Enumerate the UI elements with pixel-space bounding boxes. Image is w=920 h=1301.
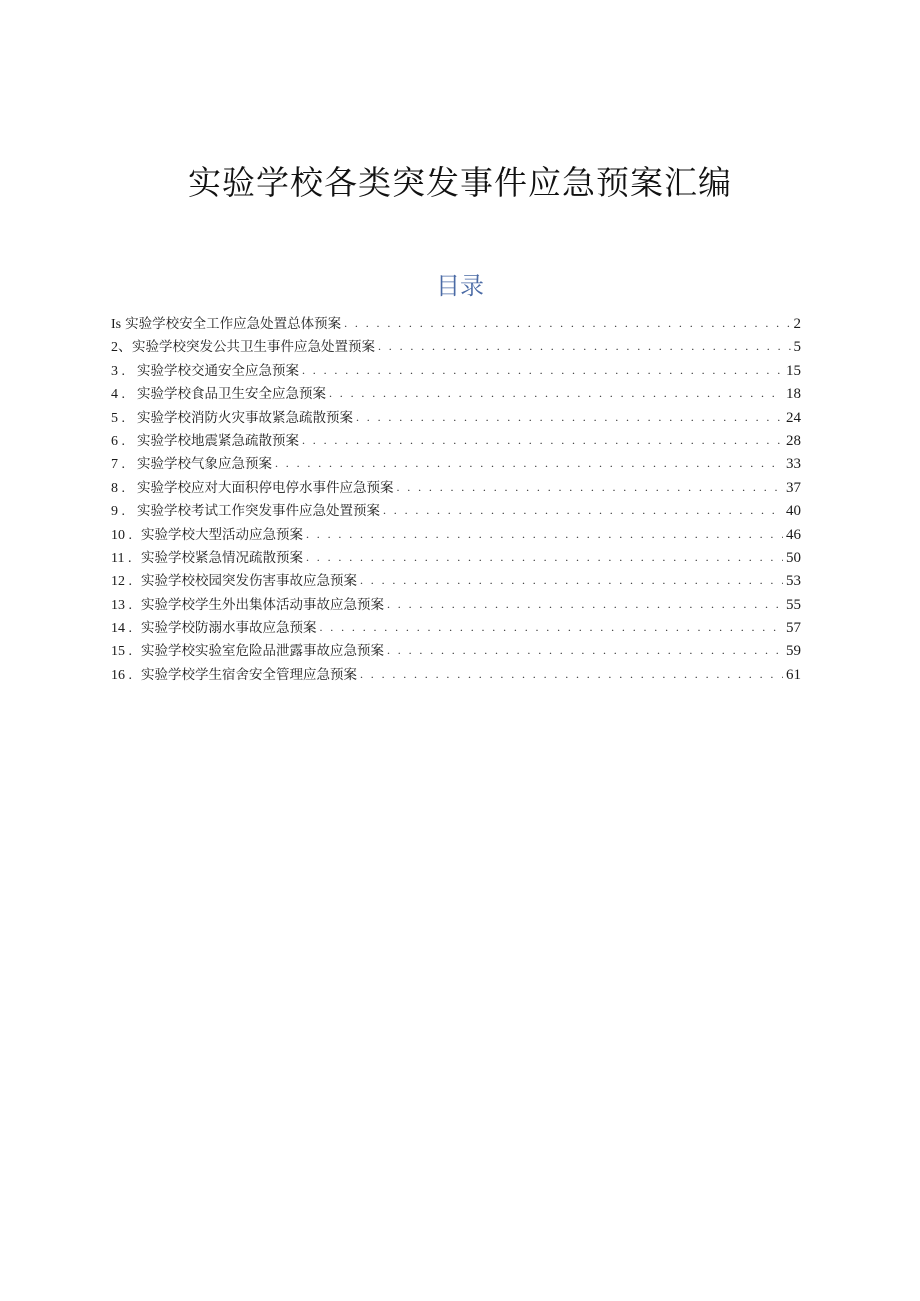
toc-entry-page-number: 5 <box>793 339 801 356</box>
toc-entry-number: Is <box>111 317 122 332</box>
toc-entry[interactable] <box>111 500 801 523</box>
toc-entry-page-number: 15 <box>786 362 801 379</box>
toc-entry-number: 12 . <box>111 574 132 590</box>
toc-heading: 目录 <box>436 272 484 300</box>
toc-entry-page-number: 59 <box>786 643 801 660</box>
toc-leader-dots <box>378 335 791 358</box>
toc-entry-title: 实验学校气象应急预案 <box>137 456 272 473</box>
toc-entry[interactable] <box>111 640 801 663</box>
toc-entry-number: 8 . <box>111 480 125 496</box>
table-of-contents <box>111 313 801 687</box>
toc-entry-title: 实验学校大型活动应急预案 <box>141 526 303 543</box>
toc-leader-dots <box>275 452 783 475</box>
toc-leader-dots <box>344 312 790 335</box>
toc-leader-dots <box>397 476 784 499</box>
toc-entry[interactable] <box>111 570 801 593</box>
toc-leader-dots <box>387 593 783 616</box>
toc-entry-number: 16 . <box>111 667 132 683</box>
toc-leader-dots <box>302 429 783 452</box>
document-title: 实验学校各类突发事件应急预案汇编 <box>188 163 732 202</box>
toc-leader-dots <box>387 639 783 662</box>
toc-entry-title: 实验学校学生外出集体活动事故应急预案 <box>141 596 384 613</box>
toc-entry-number: 13 . <box>111 597 132 613</box>
toc-entry-title: 实验学校应对大面积停电停水事件应急预案 <box>137 479 394 496</box>
toc-entry[interactable] <box>111 477 801 500</box>
toc-entry-number: 11 . <box>111 550 132 566</box>
toc-entry-number: 6 . <box>111 433 125 449</box>
toc-entry-number: 9 . <box>111 504 125 520</box>
toc-entry-title: 实验学校安全工作应急处置总体预案 <box>125 316 342 332</box>
toc-entry-page-number: 50 <box>786 549 801 566</box>
toc-entry[interactable] <box>111 664 801 687</box>
toc-leader-dots <box>320 616 784 639</box>
toc-entry-title: 实验学校防溺水事故应急预案 <box>141 620 317 637</box>
toc-leader-dots <box>383 499 783 522</box>
toc-entry[interactable] <box>111 430 801 453</box>
toc-entry[interactable] <box>111 547 801 570</box>
toc-entry-title: 实验学校实验室危险品泄露事故应急预案 <box>141 643 384 660</box>
toc-entry-page-number: 18 <box>786 386 801 403</box>
toc-entry-title: 实验学校紧急情况疏散预案 <box>141 549 303 566</box>
toc-leader-dots <box>306 523 783 546</box>
toc-entry-page-number: 40 <box>786 503 801 520</box>
toc-leader-dots <box>356 406 783 429</box>
toc-entry-title: 实验学校考试工作突发事件应急处置预案 <box>137 503 380 520</box>
toc-entry-page-number: 2 <box>793 316 801 332</box>
toc-entry-number: 3 . <box>111 363 125 379</box>
toc-entry[interactable] <box>111 617 801 640</box>
toc-entry-page-number: 55 <box>786 596 801 613</box>
toc-entry-page-number: 33 <box>786 456 801 473</box>
toc-entry-number: 5 . <box>111 410 125 426</box>
toc-entry[interactable] <box>111 383 801 406</box>
toc-entry-title: 实验学校地震紧急疏散预案 <box>137 432 299 449</box>
toc-entry[interactable] <box>111 594 801 617</box>
toc-entry-title: 实验学校突发公共卫生事件应急处置预案 <box>132 339 375 356</box>
toc-entry[interactable] <box>111 453 801 476</box>
toc-entry-number: 10 . <box>111 527 132 543</box>
toc-entry-page-number: 28 <box>786 432 801 449</box>
toc-entry-title: 实验学校食品卫生安全应急预案 <box>137 386 326 403</box>
toc-entry-number: 15 . <box>111 644 132 660</box>
toc-entry[interactable] <box>111 407 801 430</box>
toc-entry-page-number: 61 <box>786 666 801 683</box>
toc-entry[interactable] <box>111 336 801 359</box>
toc-entry-number: 2、 <box>111 340 132 356</box>
toc-leader-dots <box>360 569 783 592</box>
toc-entry-number: 4 . <box>111 387 125 403</box>
toc-entry-page-number: 37 <box>786 479 801 496</box>
toc-leader-dots <box>360 663 783 686</box>
toc-entry-page-number: 46 <box>786 526 801 543</box>
toc-entry[interactable] <box>111 313 801 336</box>
toc-entry-title: 实验学校交通安全应急预案 <box>137 362 299 379</box>
toc-entry-title: 实验学校消防火灾事故紧急疏散预案 <box>137 409 353 426</box>
toc-entry[interactable] <box>111 360 801 383</box>
toc-entry-title: 实验学校学生宿舍安全管理应急预案 <box>141 666 357 683</box>
toc-entry-page-number: 24 <box>786 409 801 426</box>
toc-leader-dots <box>306 546 783 569</box>
toc-entry-number: 14 . <box>111 621 132 637</box>
toc-entry-title: 实验学校校园突发伤害事故应急预案 <box>141 573 357 590</box>
toc-entry-page-number: 53 <box>786 573 801 590</box>
toc-entry-page-number: 57 <box>786 620 801 637</box>
toc-leader-dots <box>302 359 783 382</box>
toc-entry-number: 7 . <box>111 457 125 473</box>
toc-leader-dots <box>329 382 783 405</box>
toc-entry[interactable] <box>111 524 801 547</box>
